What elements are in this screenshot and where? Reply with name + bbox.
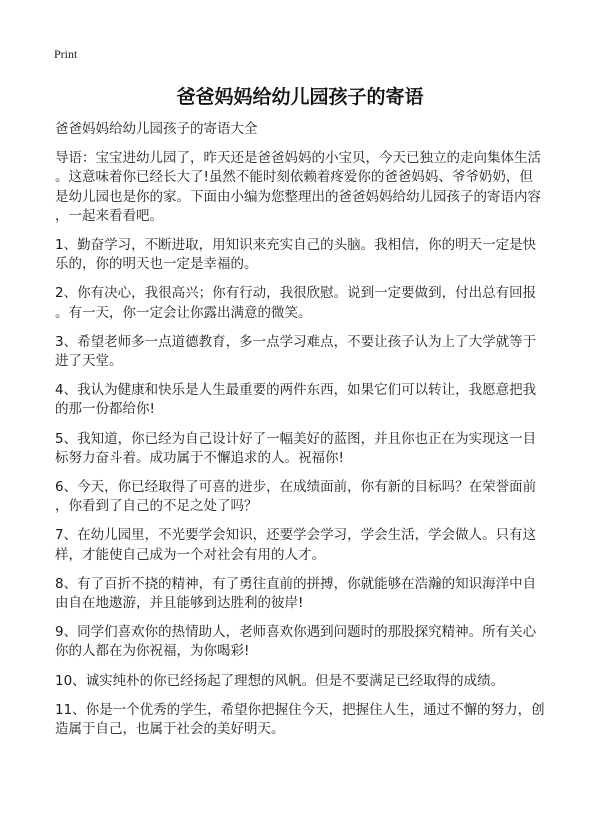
text-line: 9、同学们喜欢你的热情助人，老师喜欢你遇到问题时的那股探究精神。所有关心 — [55, 624, 537, 641]
intro-paragraph — [55, 149, 575, 226]
text-line: 造属于自己，也属于社会的美好明天。 — [55, 721, 285, 738]
text-line: 3、希望老师多一点道德教育，多一点学习难点，不要让孩子认为上了大学就等于 — [55, 333, 537, 350]
message-paragraph — [55, 430, 575, 468]
text-line: 你的人都在为你祝福，为你喝彩! — [55, 643, 250, 660]
text-line: 8、有了百折不挠的精神，有了勇往直前的拼搏，你就能够在浩瀚的知识海洋中自 — [55, 575, 537, 592]
text-line: 样，才能使自己成为一个对社会有用的人才。 — [55, 546, 325, 563]
text-line: 4、我认为健康和快乐是人生最重要的两件东西，如果它们可以转让，我愿意把我 — [55, 382, 537, 399]
article-subtitle — [55, 120, 575, 139]
text-line: 7、在幼儿园里，不光要学会知识，还要学会学习，学会生活，学会做人。只有这 — [55, 527, 537, 544]
message-paragraph — [55, 623, 575, 661]
text-line: 爸爸妈妈给幼儿园孩子的寄语大全 — [55, 121, 258, 137]
message-paragraph — [55, 333, 575, 371]
text-line: 进了天堂。 — [55, 353, 123, 370]
message-paragraph — [55, 284, 575, 322]
text-line: 导语：宝宝进幼儿园了，昨天还是爸爸妈妈的小宝贝，今天已独立的走向集体生活 — [55, 150, 541, 167]
message-paragraph — [55, 526, 575, 564]
text-line: 5、我知道，你已经为自己设计好了一幅美好的蓝图，并且你也正在为实现这一目 — [55, 430, 537, 447]
message-paragraph — [55, 381, 575, 419]
text-line: ，一起来看看吧。 — [55, 207, 163, 224]
text-line: 由自在地遨游，并且能够到达胜利的彼岸! — [55, 595, 304, 612]
text-line: 标努力奋斗着。成功属于不懈追求的人。祝福你! — [55, 449, 344, 466]
text-line: 乐的，你的明天也一定是幸福的。 — [55, 256, 258, 273]
text-line: ，你看到了自己的不足之处了吗？ — [55, 498, 258, 515]
text-line: 2、你有决心，我很高兴；你有行动，我很欣慰。说到一定要做到，付出总有回报 — [55, 285, 537, 302]
text-line: 10、诚实纯朴的你已经扬起了理想的风帆。但是不要满足已经取得的成绩。 — [55, 672, 505, 689]
text-line: 的那一份都给你! — [55, 401, 155, 418]
message-paragraph — [55, 701, 575, 739]
text-line: 是幼儿园也是你的家。下面由小编为您整理出的爸爸妈妈给幼儿园孩子的寄语内容 — [55, 188, 541, 205]
text-line: 11、你是一个优秀的学生，希望你把握住今天，把握住人生，通过不懈的努力，创 — [55, 701, 545, 718]
page-title: 爸爸妈妈给幼儿园孩子的寄语 — [176, 86, 424, 108]
message-paragraph — [55, 575, 575, 613]
text-line: 。这意味着你已经长大了!虽然不能时刻依赖着疼爱你的爸爸妈妈、爷爷奶奶，但 — [55, 169, 533, 186]
message-paragraph — [55, 236, 575, 274]
text-line: 6、今天，你已经取得了可喜的进步，在成绩面前，你有新的目标吗？在荣誉面前 — [55, 479, 537, 496]
article-body — [55, 120, 575, 749]
text-line: 1、勤奋学习，不断进取，用知识来充实自己的头脑。我相信，你的明天一定是快 — [55, 237, 537, 254]
message-paragraph — [55, 478, 575, 516]
text-line: 。有一天，你一定会让你露出满意的微笑。 — [55, 304, 312, 321]
print-link[interactable]: Print — [54, 47, 78, 61]
message-paragraph — [55, 672, 575, 691]
